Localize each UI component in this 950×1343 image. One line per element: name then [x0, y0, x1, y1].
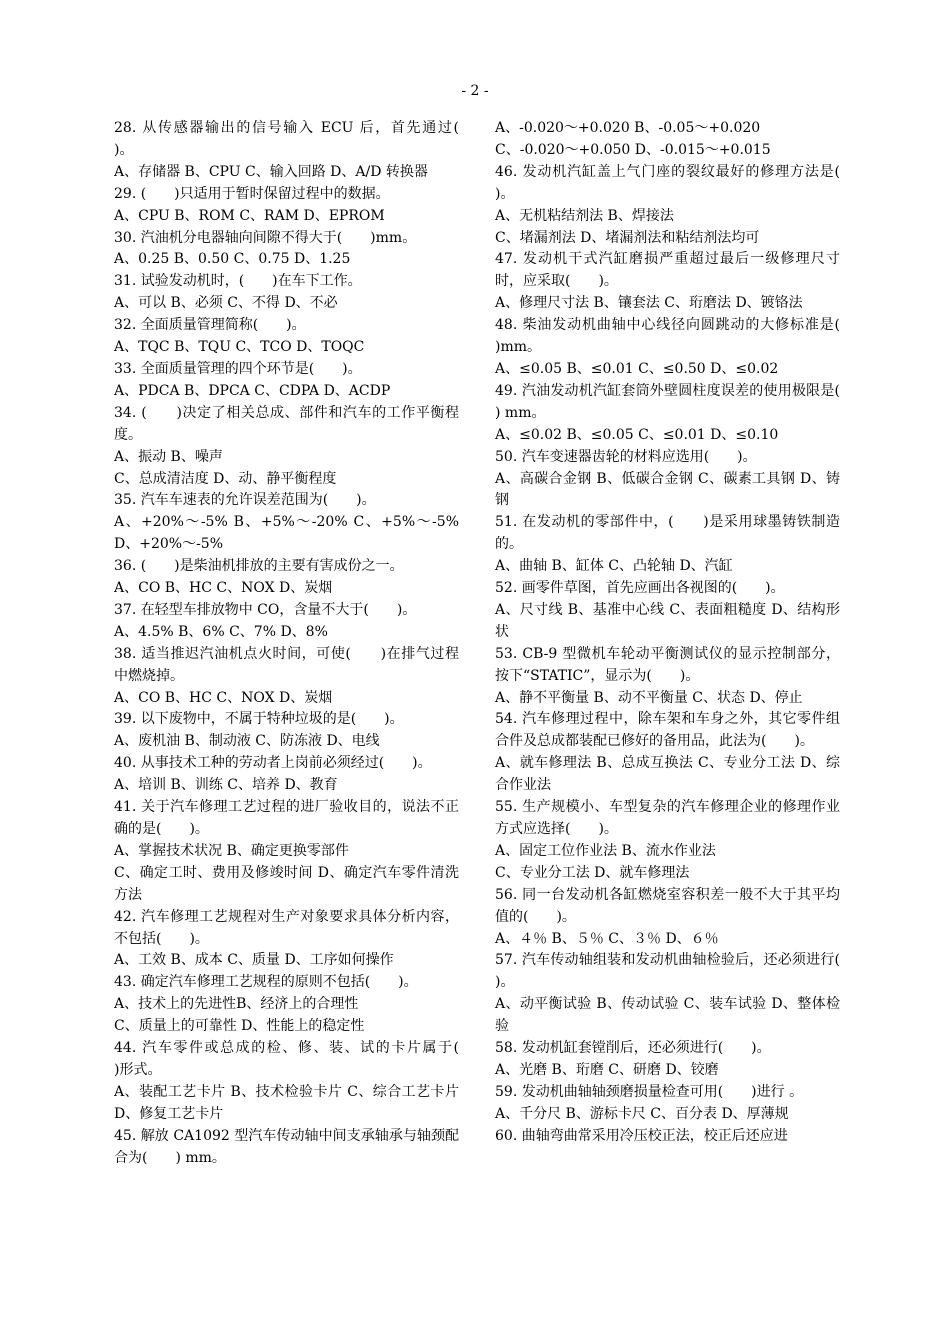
question-text-line: 29. ( )只适用于暂时保留过程中的数据。: [114, 185, 390, 202]
question-text-line: A、+20%～-5% B、+5%～-20% C、+5%～-5% D、+20%～-5%: [114, 514, 464, 553]
question-text-line: 55. 生产规模小、车型复杂的汽车修理企业的修理作业方式应选择( )。: [495, 799, 840, 837]
left-question-column: [114, 118, 487, 1170]
question-text-line: 37. 在轻型车排放物中 CO，含量不大于( )。: [114, 601, 417, 618]
question-text-line: 58. 发动机缸套镗削后，还必须进行( )。: [495, 1040, 771, 1057]
question-text-line: A、CO B、HC C、NOX D、炭烟: [114, 689, 333, 706]
question-text-line: A、可以 B、必须 C、不得 D、不必: [114, 295, 338, 312]
question-text-line: A、掌握技术状况 B、确定更换零部件: [114, 842, 349, 859]
question-text-line: A、高碳合金钢 B、低碳合金钢 C、碳素工具钢 D、铸钢: [495, 470, 840, 509]
question-text-line: A、动平衡试验 B、传动试验 C、装车试验 D、整体检验: [495, 996, 840, 1035]
question-text-line: 54. 汽车修理过程中，除车架和车身之外，其它零件组合件及总成都装配已修好的备用品，此法为( )。: [495, 711, 840, 750]
question-text-line: C、质量上的可靠性 D、性能上的稳定性: [114, 1018, 365, 1035]
question-text-line: 41. 关于汽车修理工艺过程的进厂验收目的，说法不正确的是( )。: [114, 799, 459, 837]
question-text-line: 35. 汽车车速表的允许误差范围为( )。: [114, 492, 376, 509]
question-text-line: A、PDCA B、DPCA C、CDPA D、ACDP: [114, 382, 391, 399]
question-text-line: A、无机粘结剂法 B、焊接法: [495, 207, 674, 224]
question-text-line: A、≤0.02 B、≤0.05 C、≤0.01 D、≤0.10: [495, 426, 779, 443]
question-text-line: 59. 发动机曲轴轴颈磨损量检查可用( )进行 。: [495, 1083, 804, 1100]
question-text-line: 28. 从传感器输出的信号输入 ECU 后，首先通过( )。: [114, 120, 487, 158]
question-text-line: A、工效 B、成本 C、质量 D、工序如何操作: [114, 952, 394, 969]
question-text-line: 49. 汽油发动机汽缸套筒外壁圆柱度误差的使用极限是( ) mm。: [495, 382, 868, 421]
question-text-line: 51. 在发动机的零部件中，( )是采用球墨铸铁制造的。: [495, 514, 840, 553]
question-text-line: 38. 适当推迟汽油机点火时间，可使( )在排气过程中燃烧掉。: [114, 645, 459, 684]
question-text-line: 42. 汽车修理工艺规程对生产对象要求具体分析内容，不包括( )。: [114, 908, 459, 947]
question-text-line: A、TQC B、TQU C、TCO D、TOQC: [114, 339, 365, 356]
question-text-line: 46. 发动机汽缸盖上气门座的裂纹最好的修理方法是( )。: [495, 163, 868, 202]
question-text-line: A、千分尺 B、游标卡尺 C、百分表 D、厚薄规: [495, 1105, 789, 1122]
question-text-line: 34. ( )决定了相关总成、部件和汽车的工作平衡程度。: [114, 404, 459, 443]
question-text-line: 50. 汽车变速器齿轮的材料应选用( )。: [495, 448, 757, 465]
question-text-line: 53. CB-9 型微机车轮动平衡测试仪的显示控制部分，按下“STATIC”，显示为( )。: [495, 645, 840, 684]
question-text-line: 33. 全面质量管理的四个环节是( )。: [114, 360, 362, 377]
question-text-line: A、静不平衡量 B、动不平衡量 C、状态 D、停止: [495, 689, 803, 706]
question-text-line: A、≤0.05 B、≤0.01 C、≤0.50 D、≤0.02: [495, 360, 779, 377]
question-text-line: 31. 试验发动机时，( )在车下工作。: [114, 273, 362, 290]
question-text-line: 52. 画零件草图，首先应画出各视图的( )。: [495, 580, 785, 597]
question-text-line: A、振动 B、噪声: [114, 448, 223, 465]
question-text-line: 36. ( )是柴油机排放的主要有害成份之一。: [114, 558, 404, 575]
question-text-line: A、修理尺寸法 B、镶套法 C、珩磨法 D、镀铬法: [495, 295, 803, 312]
question-text-line: A、0.25 B、0.50 C、0.75 D、1.25: [114, 251, 351, 268]
page-number: - 2 -: [461, 83, 489, 99]
question-text-line: C、确定工时、费用及修竣时间 D、确定汽车零件清洗方法: [114, 864, 459, 903]
question-text-line: 44. 汽车零件或总成的检、修、装、试的卡片属于( )形式。: [114, 1040, 487, 1078]
question-text-line: A、-0.020～+0.020 B、-0.05～+0.020: [495, 120, 761, 136]
question-text-line: 57. 汽车传动轴组装和发动机曲轴检验后，还必须进行( )。: [495, 952, 868, 991]
question-text-line: C、-0.020～+0.050 D、-0.015～+0.015: [495, 141, 771, 158]
question-text-line: A、4.5% B、6% C、7% D、8%: [114, 623, 328, 640]
question-text-line: C、总成清洁度 D、动、静平衡程度: [114, 470, 337, 487]
question-text-line: A、CPU B、ROM C、RAM D、EPROM: [114, 207, 385, 224]
question-text-line: A、曲轴 B、缸体 C、凸轮轴 D、汽缸: [495, 558, 733, 575]
question-text-line: A、培训 B、训练 C、培养 D、教育: [114, 777, 338, 794]
question-text-line: 56. 同一台发动机各缸燃烧室容积差一般不大于其平均值的( )。: [495, 886, 840, 925]
question-text-line: A、固定工位作业法 B、流水作业法: [495, 842, 716, 859]
question-text-line: A、存储器 B、CPU C、输入回路 D、A/D 转换器: [114, 163, 428, 180]
question-text-line: C、专业分工法 D、就车修理法: [495, 864, 690, 881]
question-text-line: A、光磨 B、珩磨 C、研磨 D、铰磨: [495, 1061, 719, 1078]
question-text-line: 45. 解放 CA1092 型汽车传动轴中间支承轴承与轴颈配合为( ) mm。: [114, 1127, 459, 1166]
question-text-line: 39. 以下废物中，不属于特种垃圾的是( )。: [114, 711, 404, 728]
question-text-line: A、就车修理法 B、总成互换法 C、专业分工法 D、综合作业法: [495, 755, 840, 794]
question-text-line: 60. 曲轴弯曲常采用冷压校正法，校正后还应进: [495, 1127, 788, 1144]
question-text-line: C、堵漏剂法 D、堵漏剂法和粘结剂法均可: [495, 229, 760, 246]
question-text-line: A、尺寸线 B、基准中心线 C、表面粗糙度 D、结构形状: [495, 601, 840, 640]
question-text-line: 48. 柴油发动机曲轴中心线径向圆跳动的大修标准是( )mm。: [495, 317, 868, 356]
question-text-line: A、装配工艺卡片 B、技术检验卡片 C、综合工艺卡片 D、修复工艺卡片: [114, 1083, 464, 1122]
question-text-line: 47. 发动机干式汽缸磨损严重超过最后一级修理尺寸时，应采取( )。: [495, 251, 840, 290]
question-text-line: A、４％ B、５％ C、３％ D、６％: [495, 930, 719, 947]
question-text-line: A、CO B、HC C、NOX D、炭烟: [114, 580, 333, 597]
question-text-line: A、废机油 B、制动液 C、防冻液 D、电线: [114, 733, 380, 750]
question-text-line: 30. 汽油机分电器轴向间隙不得大于( )mm。: [114, 229, 417, 246]
question-text-line: 40. 从事技术工种的劳动者上岗前必须经过( )。: [114, 755, 432, 772]
question-text-line: A、技术上的先进性B、经济上的合理性: [114, 996, 359, 1013]
question-text-line: 32. 全面质量管理简称( )。: [114, 317, 306, 334]
right-question-column: [495, 118, 868, 1148]
question-text-line: 43. 确定汽车修理工艺规程的原则不包括( )。: [114, 974, 418, 991]
